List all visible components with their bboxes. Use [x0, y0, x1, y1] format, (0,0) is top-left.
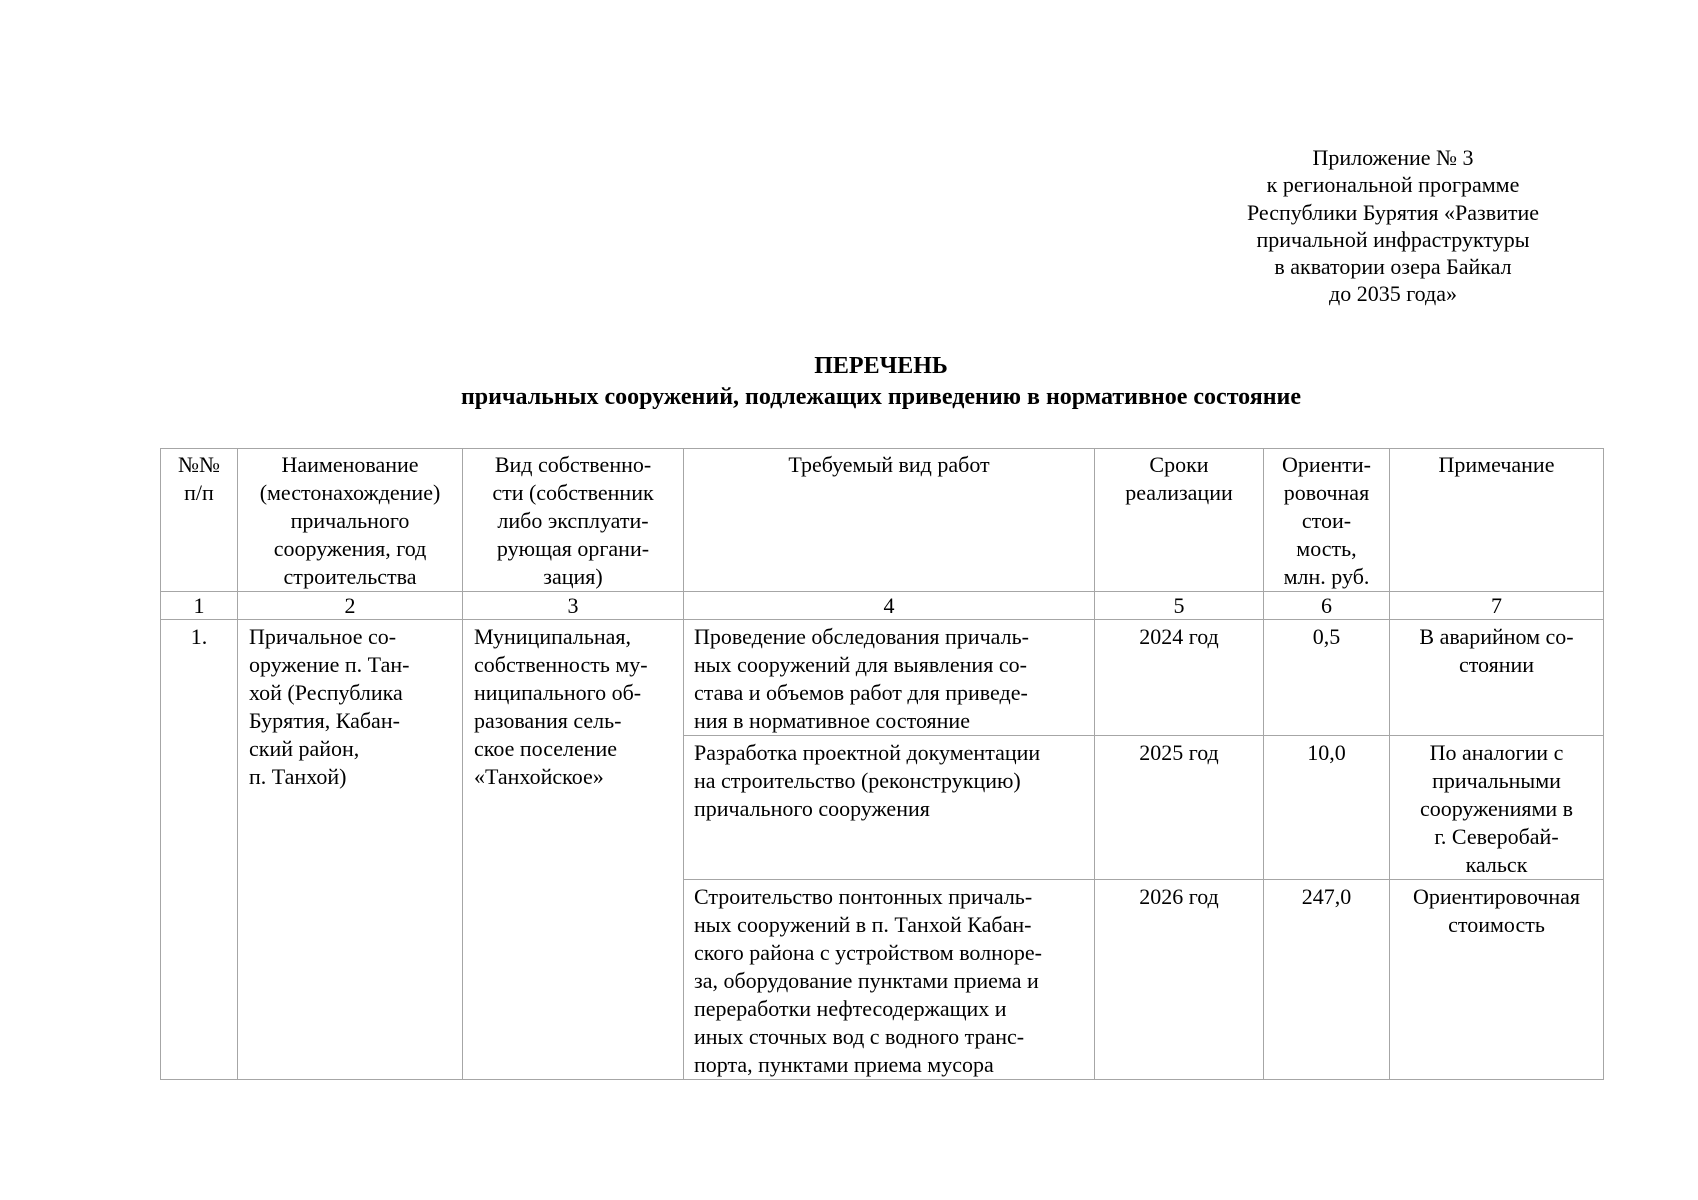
- work-note: По аналогии с причальными сооружениями в г. Северобай- кальск: [1390, 736, 1604, 880]
- appendix-line: в акватории озера Байкал: [1274, 254, 1512, 280]
- work-term: 2024 год: [1095, 620, 1264, 736]
- work-cost: 0,5: [1264, 620, 1390, 736]
- column-number: 4: [684, 592, 1095, 620]
- work-description: Разработка проектной документации на строительство (реконструкцию) причального сооружения: [684, 736, 1095, 880]
- column-number: 2: [238, 592, 463, 620]
- column-number: 3: [463, 592, 684, 620]
- appendix-line: Республики Бурятия «Развитие: [1246, 199, 1540, 225]
- column-number: 7: [1390, 592, 1604, 620]
- appendix-line: причальной инфраструктуры: [1256, 226, 1530, 252]
- title-main: ПЕРЕЧЕНЬ: [814, 353, 948, 379]
- berth-ownership: Муниципальная, собственность му- ниципального об- разования сель- ское поселение «Танхойское»: [463, 620, 684, 1080]
- table-header-row: [161, 449, 1604, 592]
- work-note: Ориентировочная стоимость: [1390, 880, 1604, 1080]
- column-number: 5: [1095, 592, 1264, 620]
- column-number: 1: [161, 592, 238, 620]
- berths-table: [160, 448, 1604, 1080]
- work-cost: 10,0: [1264, 736, 1390, 880]
- berth-name: Причальное со- оружение п. Тан- хой (Республика Бурятия, Кабан- ский район, п. Танхой): [238, 620, 463, 1080]
- header-ownership: Вид собственно- сти (собственник либо эксплуати- рующая органи- зация): [463, 449, 684, 592]
- work-description: Проведение обследования причаль- ных сооружений для выявления со- става и объемов работ для приведе- ния в нормативное состояние: [684, 620, 1095, 736]
- appendix-line: до 2035 года»: [1329, 281, 1457, 307]
- row-number: 1.: [161, 620, 238, 1080]
- appendix-header: [1218, 144, 1568, 308]
- table-row: [161, 620, 1604, 736]
- column-number: 6: [1264, 592, 1390, 620]
- header-cost: Ориенти- ровочная стои- мость, млн. руб.: [1264, 449, 1390, 592]
- header-name: Наименование (местонахождение) причального сооружения, год строительства: [238, 449, 463, 592]
- header-note: Примечание: [1390, 449, 1604, 592]
- work-term: 2026 год: [1095, 880, 1264, 1080]
- work-term: 2025 год: [1095, 736, 1264, 880]
- column-numbers-row: [161, 592, 1604, 620]
- title-subtitle: причальных сооружений, подлежащих приведению в нормативное состояние: [460, 384, 1302, 410]
- document-title: [0, 351, 1698, 413]
- work-cost: 247,0: [1264, 880, 1390, 1080]
- header-terms: Сроки реализации: [1095, 449, 1264, 592]
- work-note: В аварийном со- стоянии: [1390, 620, 1604, 736]
- work-description: Строительство понтонных причаль- ных сооружений в п. Танхой Кабан- ского района с устройством волноре- за, оборудование пунктами приема и переработки нефтесодержащих и иных сточных вод с водного транс- порта, пунктами приема мусора: [684, 880, 1095, 1080]
- header-works: Требуемый вид работ: [684, 449, 1095, 592]
- appendix-line: к региональной программе: [1266, 172, 1520, 198]
- header-number: №№ п/п: [161, 449, 238, 592]
- appendix-line: Приложение № 3: [1312, 145, 1474, 170]
